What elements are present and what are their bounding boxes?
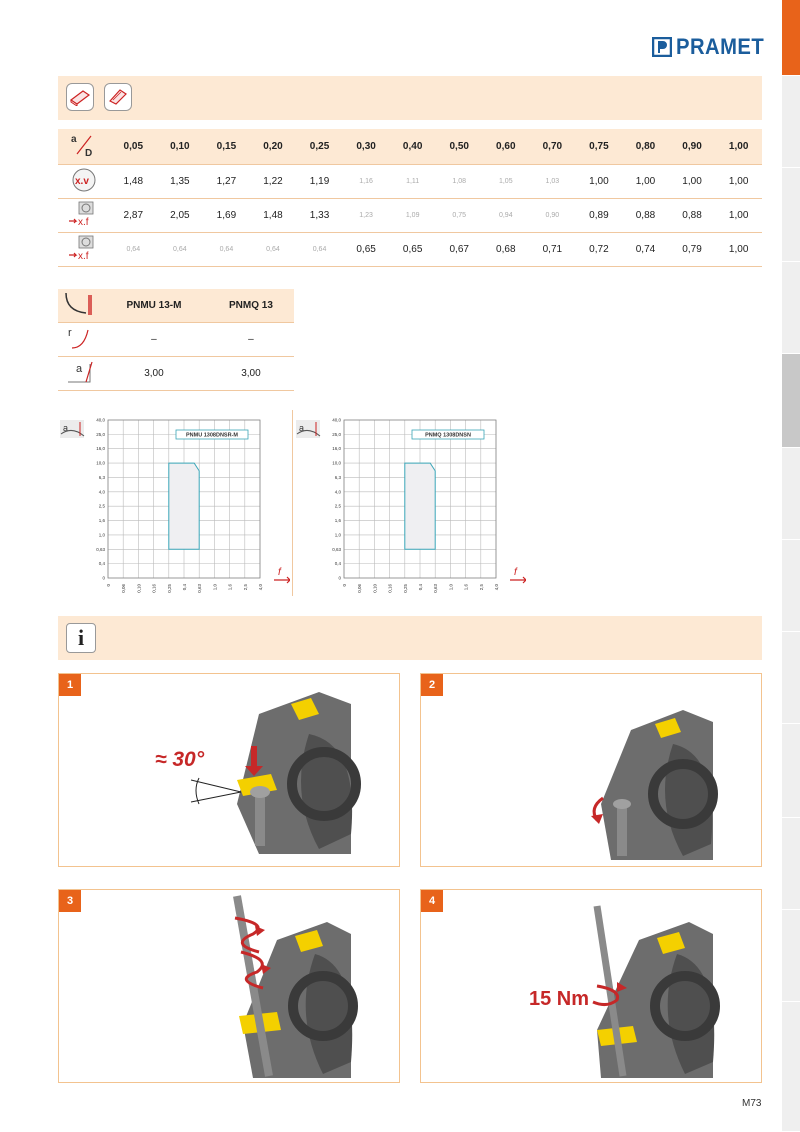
- insert-plate-icon: [66, 83, 94, 111]
- page-number: M73: [742, 1098, 762, 1109]
- ae-ratio-value-cell: 1,23: [343, 199, 390, 233]
- svg-text:x.f: x.f: [78, 217, 89, 228]
- chart-y-tick-label: 0,4: [334, 561, 341, 567]
- chart-pnmu-svg: [58, 412, 290, 598]
- chart-y-tick-label: 4,0: [98, 489, 105, 495]
- corner-radius-icon: [58, 323, 100, 357]
- ae-ratio-value-cell: 1,00: [715, 233, 762, 267]
- step-4-number: 4: [421, 890, 443, 912]
- feed-correction-alt-icon: [58, 233, 110, 267]
- depth-of-cut-row: [58, 357, 294, 391]
- step-4-panel: [420, 889, 762, 1083]
- step-3-illustration: [59, 890, 399, 1082]
- ae-ratio-header-cell: 0,30: [343, 129, 390, 165]
- insert-name-pnmu: PNMU 13-M: [100, 289, 208, 323]
- chart-x-tick-label: 0,63: [433, 584, 439, 593]
- ae-ratio-header-cell: 0,70: [529, 129, 576, 165]
- step-1-illustration: [59, 674, 399, 866]
- step-4-illustration: [421, 890, 761, 1082]
- chart-x-tick-label: 0,25: [402, 584, 408, 593]
- ae-ratio-value-cell: 1,09: [389, 199, 436, 233]
- chart-x-tick-label: 0,10: [136, 584, 142, 593]
- feed-correction-row: [58, 199, 762, 233]
- section-tab[interactable]: [782, 540, 800, 632]
- svg-text:r: r: [68, 327, 72, 339]
- chart-y-tick-label: 10,0: [96, 460, 105, 466]
- chart-y-tick-label: 0: [338, 575, 341, 581]
- ae-ratio-value-cell: 0,94: [483, 199, 530, 233]
- chart-x-tick-label: 0,16: [387, 584, 393, 593]
- step-4-torque-label: 15 Nm: [529, 988, 590, 1010]
- insert-geometry-table: [58, 289, 294, 391]
- chart-pnmq-svg: [294, 412, 526, 598]
- ae-ratio-value-cell: 1,11: [389, 165, 436, 199]
- chart-y-tick-label: 6,3: [98, 474, 105, 480]
- section-tab[interactable]: [782, 724, 800, 818]
- insert-table-header-row: [58, 289, 294, 323]
- step-3-number: 3: [59, 890, 81, 912]
- svg-text:D: D: [85, 148, 93, 158]
- chart-y-tick-label: 2,5: [98, 503, 105, 509]
- feed-arrow-icon: [274, 577, 290, 583]
- ae-ratio-value-cell: 0,88: [669, 199, 716, 233]
- svg-text:x.v: x.v: [75, 176, 89, 187]
- ae-ratio-value-cell: 1,16: [343, 165, 390, 199]
- chart-operating-region: [169, 463, 199, 549]
- chart-x-tick-label: 1,6: [463, 584, 469, 591]
- chart-divider: [292, 410, 293, 596]
- ae-ratio-value-cell: 1,00: [576, 165, 623, 199]
- ae-ratio-header-cell: 0,05: [110, 129, 157, 165]
- ae-ratio-header-cell: 1,00: [715, 129, 762, 165]
- ae-over-d-icon: [58, 129, 110, 165]
- ae-ratio-value-cell: 1,00: [669, 165, 716, 199]
- chart-y-tick-label: 1,6: [334, 518, 341, 524]
- ae-ratio-value-cell: 0,64: [157, 233, 204, 267]
- step-3-panel: [58, 889, 400, 1083]
- insert-name-pnmq: PNMQ 13: [208, 289, 294, 323]
- chart-title: PNMQ 1308DNSN: [425, 432, 471, 439]
- step-2-illustration: [421, 674, 761, 866]
- ae-ratio-value-cell: 0,72: [576, 233, 623, 267]
- ae-ratio-header-cell: 0,80: [622, 129, 669, 165]
- ae-ratio-header-cell: 0,25: [296, 129, 343, 165]
- insert-header-banner: [58, 76, 762, 120]
- section-tab[interactable]: [782, 632, 800, 724]
- chart-y-tick-label: 10,0: [332, 460, 341, 466]
- chart-operating-region: [405, 463, 435, 549]
- ae-ratio-value-cell: 1,03: [529, 165, 576, 199]
- chart-y-tick-label: 40,0: [332, 417, 341, 423]
- ae-ratio-value-cell: 1,48: [250, 199, 297, 233]
- ae-ratio-value-cell: 0,74: [622, 233, 669, 267]
- ae-ratio-value-cell: 0,88: [622, 199, 669, 233]
- ae-ratio-header-cell: 0,60: [483, 129, 530, 165]
- depth-of-cut-pnmu: 3,00: [100, 357, 208, 391]
- chart-y-tick-label: 40,0: [96, 417, 105, 423]
- brand-logo-icon: [652, 37, 672, 57]
- section-tab[interactable]: [782, 1002, 800, 1132]
- chart-y-tick-label: 16,0: [332, 446, 341, 452]
- ae-ratio-value-cell: 0,90: [529, 199, 576, 233]
- ae-ratio-value-cell: 1,00: [622, 165, 669, 199]
- step-1-number: 1: [59, 674, 81, 696]
- ae-ratio-value-cell: 0,65: [343, 233, 390, 267]
- chart-x-tick-label: 1,0: [448, 584, 454, 591]
- corner-radius-pnmq: –: [208, 323, 294, 357]
- ae-ratio-value-cell: 0,64: [203, 233, 250, 267]
- chart-y-tick-label: 4,0: [334, 489, 341, 495]
- ae-ratio-header-cell: 0,75: [576, 129, 623, 165]
- feed-correction-icon: [58, 199, 110, 233]
- ae-ratio-value-cell: 0,65: [389, 233, 436, 267]
- chart-x-tick-label: 4,0: [494, 584, 499, 591]
- chart-x-tick-label: 0: [106, 584, 111, 587]
- depth-of-cut-pnmq: 3,00: [208, 357, 294, 391]
- section-tab[interactable]: [782, 448, 800, 540]
- chart-x-tick-label: 0,06: [357, 584, 363, 593]
- chart-y-tick-label: 2,5: [334, 503, 341, 509]
- corner-radius-row: [58, 323, 294, 357]
- chart-y-tick-label: 25,0: [96, 431, 105, 437]
- ae-ratio-value-cell: 1,22: [250, 165, 297, 199]
- chart-y-tick-label: 1,0: [98, 532, 105, 538]
- chart-pnmu: [58, 412, 290, 598]
- brand-logo: [652, 36, 772, 58]
- chart-y-label: a: [299, 423, 305, 433]
- speed-correction-icon: [58, 165, 110, 199]
- chart-x-tick-label: 0,25: [166, 584, 172, 593]
- chart-x-label: f: [514, 567, 517, 578]
- speed-correction-row: [58, 165, 762, 199]
- step-1-panel: [58, 673, 400, 867]
- chart-x-tick-label: 4,0: [258, 584, 263, 591]
- section-tab-current[interactable]: [782, 354, 800, 448]
- chart-y-tick-label: 1,0: [334, 532, 341, 538]
- info-banner: [58, 616, 762, 660]
- ae-ratio-value-cell: 1,35: [157, 165, 204, 199]
- chart-y-label: a: [63, 423, 69, 433]
- chart-y-tick-label: 16,0: [96, 446, 105, 452]
- ae-ratio-header-cell: 0,50: [436, 129, 483, 165]
- chart-x-tick-label: 0,4: [418, 584, 423, 591]
- chart-x-tick-label: 0,06: [121, 584, 127, 593]
- chart-x-label: f: [278, 567, 281, 578]
- ae-ratio-value-cell: 2,87: [110, 199, 157, 233]
- chart-y-tick-label: 0: [102, 575, 105, 581]
- ae-ratio-value-cell: 0,67: [436, 233, 483, 267]
- section-tab[interactable]: [782, 262, 800, 354]
- ae-ratio-header-cell: 0,10: [157, 129, 204, 165]
- ae-ratio-value-cell: 1,27: [203, 165, 250, 199]
- chart-y-tick-label: 25,0: [332, 431, 341, 437]
- chart-y-tick-label: 0,63: [96, 546, 105, 552]
- chart-pnmq: [294, 412, 526, 598]
- ae-ratio-value-cell: 1,48: [110, 165, 157, 199]
- chart-y-tick-label: 1,6: [98, 518, 105, 524]
- ae-ratio-header-cell: 0,20: [250, 129, 297, 165]
- ae-ratio-value-cell: 0,64: [110, 233, 157, 267]
- ae-ratio-value-cell: 0,64: [250, 233, 297, 267]
- chart-x-tick-label: 0,10: [372, 584, 378, 593]
- section-tab-strip: [782, 0, 800, 1132]
- section-tab-active[interactable]: [782, 0, 800, 76]
- chart-x-tick-label: 2,5: [478, 584, 484, 591]
- info-icon: [66, 623, 96, 653]
- section-tab[interactable]: [782, 76, 800, 168]
- chart-x-tick-label: 0,16: [151, 584, 157, 593]
- insert-plate-alt-icon: [104, 83, 132, 111]
- ae-ratio-header-cell: 0,15: [203, 129, 250, 165]
- chart-y-tick-label: 6,3: [334, 474, 341, 480]
- ae-ratio-value-cell: 0,71: [529, 233, 576, 267]
- chart-y-tick-label: 0,63: [332, 546, 341, 552]
- brand-logo-text: PRAMET: [676, 34, 765, 59]
- ae-ratio-value-cell: 0,89: [576, 199, 623, 233]
- svg-text:a: a: [71, 134, 77, 145]
- chart-x-tick-label: 0: [342, 584, 347, 587]
- ae-ratio-header-cell: 0,90: [669, 129, 716, 165]
- ae-ratio-header-row: [58, 129, 762, 165]
- chart-title: PNMU 1308DNSR-M: [186, 432, 238, 439]
- ae-ratio-value-cell: 1,33: [296, 199, 343, 233]
- ae-ratio-value-cell: 1,19: [296, 165, 343, 199]
- feed-correction-alt-row: [58, 233, 762, 267]
- corner-radius-pnmu: –: [100, 323, 208, 357]
- ae-ratio-value-cell: 0,64: [296, 233, 343, 267]
- ae-ratio-header-cell: 0,40: [389, 129, 436, 165]
- chart-x-tick-label: 0,4: [182, 584, 187, 591]
- ae-ratio-value-cell: 1,00: [715, 199, 762, 233]
- ae-ratio-value-cell: 1,05: [483, 165, 530, 199]
- step-2-panel: [420, 673, 762, 867]
- step-1-angle-label: ≈ 30°: [155, 748, 205, 771]
- info-icon-glyph: i: [77, 625, 85, 650]
- ae-ratio-value-cell: 0,68: [483, 233, 530, 267]
- step-2-number: 2: [421, 674, 443, 696]
- ae-ratio-value-cell: 0,79: [669, 233, 716, 267]
- ae-ratio-value-cell: 1,00: [715, 165, 762, 199]
- section-tab[interactable]: [782, 168, 800, 262]
- svg-text:x.f: x.f: [78, 251, 89, 262]
- insert-shape-icon: [58, 289, 100, 323]
- chart-x-tick-label: 1,6: [227, 584, 233, 591]
- section-tab[interactable]: [782, 910, 800, 1002]
- chart-x-tick-label: 1,0: [212, 584, 218, 591]
- ae-ratio-value-cell: 1,69: [203, 199, 250, 233]
- svg-text:a: a: [76, 363, 83, 375]
- ae-ratio-table: [58, 129, 762, 267]
- section-tab[interactable]: [782, 818, 800, 910]
- chart-x-tick-label: 2,5: [242, 584, 248, 591]
- feed-arrow-icon: [510, 577, 526, 583]
- chart-x-tick-label: 0,63: [197, 584, 203, 593]
- chart-y-tick-label: 0,4: [98, 561, 105, 567]
- depth-of-cut-icon: [58, 357, 100, 391]
- ae-ratio-value-cell: 0,75: [436, 199, 483, 233]
- ae-ratio-value-cell: 2,05: [157, 199, 204, 233]
- ae-ratio-value-cell: 1,08: [436, 165, 483, 199]
